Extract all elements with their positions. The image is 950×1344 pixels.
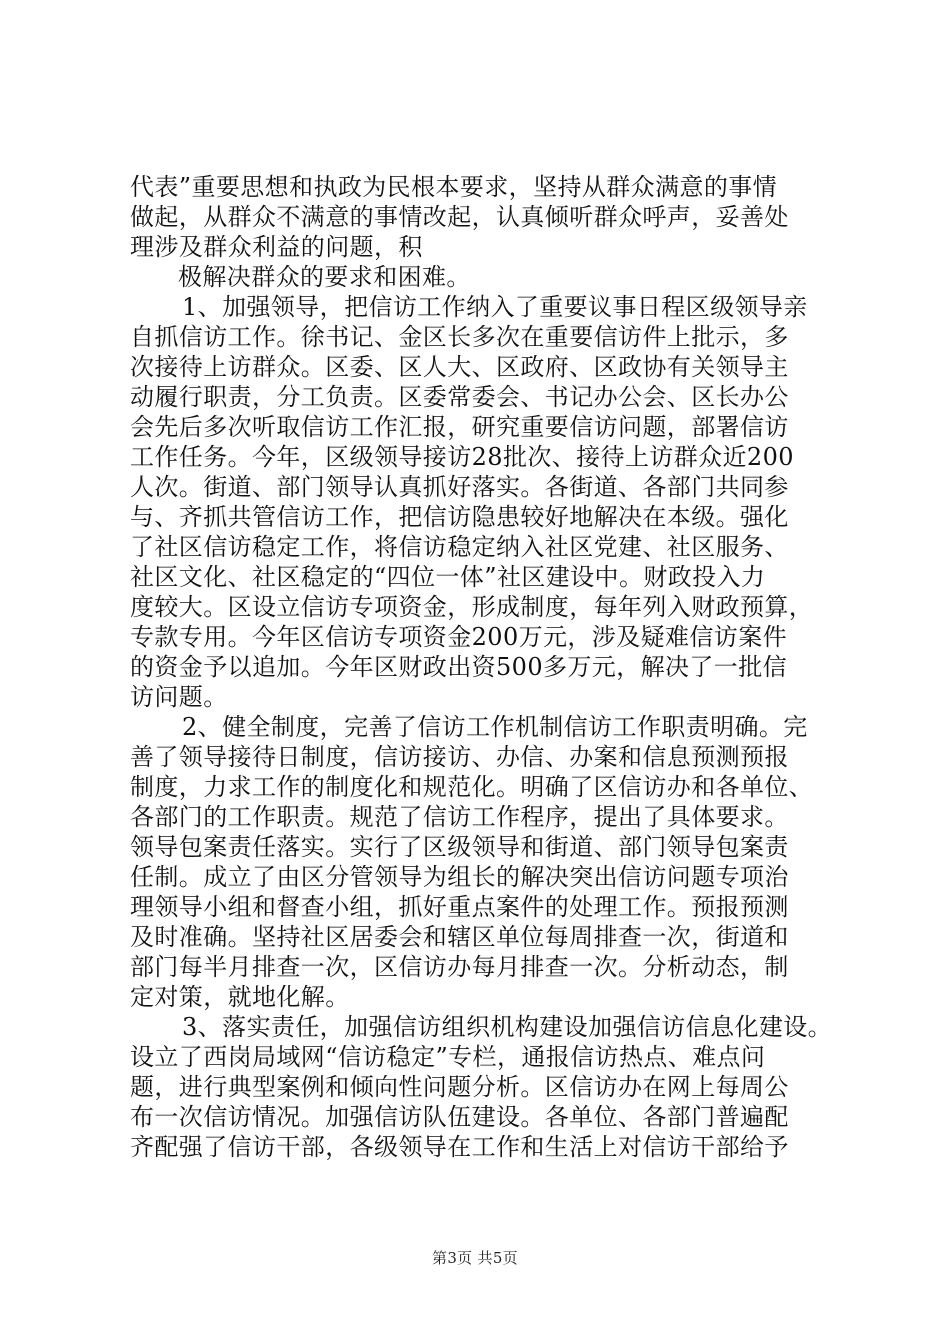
text-line: 设立了西岗局域网“信访稳定”专栏，通报信访热点、难点问	[130, 1043, 766, 1071]
text-line: 领导包案责任落实。实行了区级领导和街道、部门领导包案责	[130, 833, 789, 861]
text-line: 及时准确。坚持社区居委会和辖区单位每周排查一次，街道和	[130, 923, 789, 951]
body-text	[130, 172, 842, 1162]
paragraph-1-start: 1、加强领导，把信访工作纳入了重要议事日程区级领导亲	[182, 293, 808, 321]
text-line: 专款专用。今年区信访专项资金200万元，涉及疑难信访案件	[130, 623, 788, 651]
text-line: 各部门的工作职责。规范了信访工作程序，提出了具体要求。	[130, 803, 789, 831]
paragraph-2-start: 2、健全制度，完善了信访工作机制信访工作职责明确。完	[182, 713, 808, 741]
page-number-label: 第3页 共5页	[432, 1249, 518, 1267]
text-line: 极解决群众的要求和困难。	[178, 263, 471, 291]
text-line: 社区文化、社区稳定的“四位一体”社区建设中。财政投入力	[130, 563, 766, 591]
text-line: 代表”重要思想和执政为民根本要求，坚持从群众满意的事情	[130, 173, 778, 201]
text-line: 的资金予以追加。今年区财政出资500多万元，解决了一批信	[130, 653, 788, 681]
text-line: 与、齐抓共管信访工作，把信访隐患较好地解决在本级。强化	[130, 503, 789, 531]
text-line: 齐配强了信访干部，各级领导在工作和生活上对信访干部给予	[130, 1133, 789, 1161]
text-line: 会先后多次听取信访工作汇报，研究重要信访问题，部署信访	[130, 413, 789, 441]
text-line: 度较大。区设立信访专项资金，形成制度，每年列入财政预算，	[130, 593, 814, 621]
text-line: 人次。街道、部门领导认真抓好落实。各街道、各部门共同参	[130, 473, 789, 501]
text-line: 访问题。	[130, 683, 228, 711]
text-line: 题，进行典型案例和倾向性问题分析。区信访办在网上每周公	[130, 1073, 789, 1101]
text-line: 工作任务。今年，区级领导接访28批次、接待上访群众近200	[130, 443, 794, 471]
text-line: 任制。成立了由区分管领导为组长的解决突出信访问题专项治	[130, 863, 789, 891]
text-line: 善了领导接待日制度，信访接访、办信、办案和信息预测预报	[130, 743, 789, 771]
text-line: 次接待上访群众。区委、区人大、区政府、区政协有关领导主	[130, 353, 789, 381]
text-line: 了社区信访稳定工作，将信访稳定纳入社区党建、社区服务、	[130, 533, 789, 561]
text-line: 制度，力求工作的制度化和规范化。明确了区信访办和各单位、	[130, 773, 814, 801]
text-line: 动履行职责，分工负责。区委常委会、书记办公会、区长办公	[130, 383, 789, 411]
text-line: 理领导小组和督查小组，抓好重点案件的处理工作。预报预测	[130, 893, 789, 921]
page-footer	[0, 1248, 950, 1268]
text-line: 理涉及群众利益的问题，积	[130, 233, 423, 261]
text-line: 部门每半月排查一次，区信访办每月排查一次。分析动态，制	[130, 953, 789, 981]
text-line: 布一次信访情况。加强信访队伍建设。各单位、各部门普遍配	[130, 1103, 789, 1131]
text-line: 定对策，就地化解。	[130, 983, 350, 1011]
text-line: 自抓信访工作。徐书记、金区长多次在重要信访件上批示，多	[130, 323, 789, 351]
paragraph-3-start: 3、落实责任，加强信访组织机构建设加强信访信息化建设。	[182, 1013, 833, 1041]
text-line: 做起，从群众不满意的事情改起，认真倾听群众呼声，妥善处	[130, 203, 789, 231]
